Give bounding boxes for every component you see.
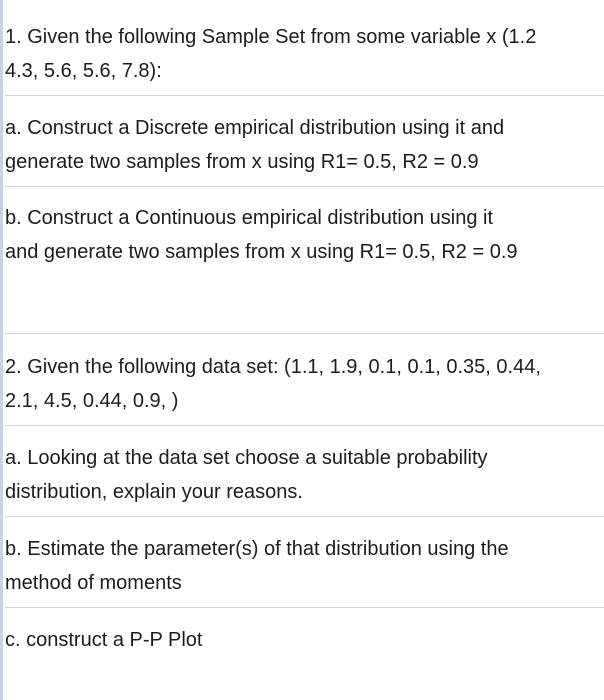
q2-part-b xyxy=(5,532,604,600)
q1-part-b xyxy=(5,201,604,269)
q2-part-c-line-1: c. construct a P-P Plot xyxy=(5,629,203,651)
divider xyxy=(5,516,604,517)
divider xyxy=(5,186,604,187)
left-border xyxy=(0,0,3,700)
q2-intro-line-1: 2. Given the following data set: (1.1, 1.9, 0.1, 0.1, 0.35, 0.44, xyxy=(5,356,541,378)
q2-intro-line-2: 2.1, 4.5, 0.44, 0.9, ) xyxy=(5,390,179,412)
q1-part-a xyxy=(5,111,604,179)
q1-intro xyxy=(5,20,604,88)
q2-part-a-line-1: a. Looking at the data set choose a suitable probability xyxy=(5,447,488,469)
divider xyxy=(5,95,604,96)
q2-intro xyxy=(5,350,604,418)
q2-part-b-line-2: method of moments xyxy=(5,572,182,594)
q1-intro-line-1: 1. Given the following Sample Set from some variable x (1.2 xyxy=(5,26,537,48)
q2-part-c xyxy=(5,623,604,657)
divider xyxy=(5,607,604,608)
q1-part-b-line-2: and generate two samples from x using R1= 0.5, R2 = 0.9 xyxy=(5,241,518,263)
q2-part-a xyxy=(5,441,604,509)
q1-intro-line-2: 4.3, 5.6, 5.6, 7.8): xyxy=(5,60,162,82)
q2-part-b-line-1: b. Estimate the parameter(s) of that distribution using the xyxy=(5,538,509,560)
q1-part-a-line-1: a. Construct a Discrete empirical distribution using it and xyxy=(5,117,505,139)
q1-part-a-line-2: generate two samples from x using R1= 0.5, R2 = 0.9 xyxy=(5,151,479,173)
q1-part-b-line-1: b. Construct a Continuous empirical distribution using it xyxy=(5,207,494,229)
divider xyxy=(5,333,604,334)
divider xyxy=(5,425,604,426)
q2-part-a-line-2: distribution, explain your reasons. xyxy=(5,481,303,503)
